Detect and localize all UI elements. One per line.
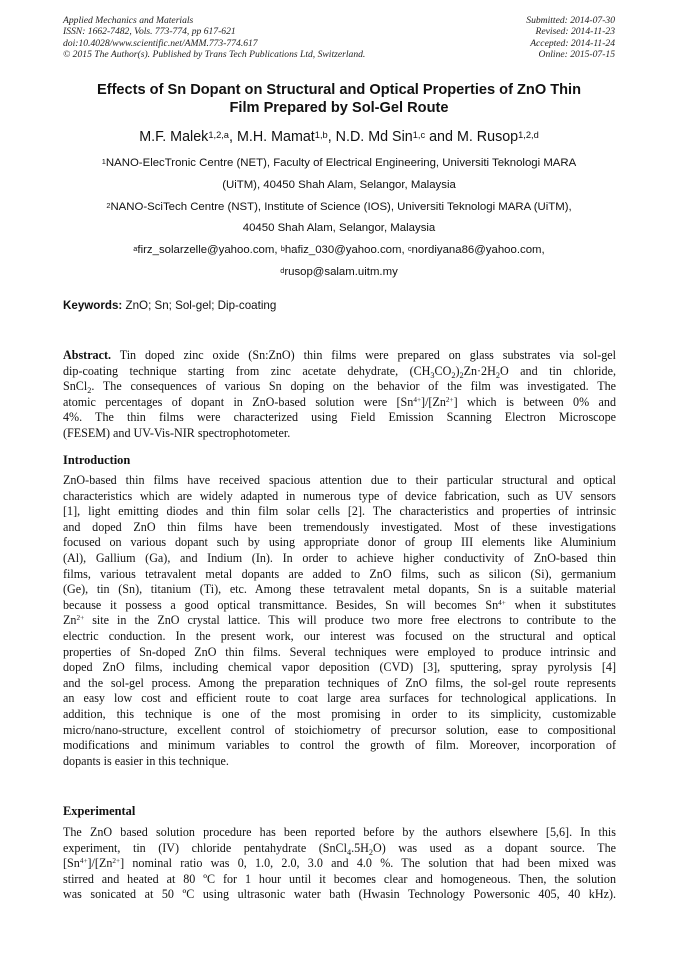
email-line: $^d$rusop@salam.uitm.my bbox=[280, 265, 398, 278]
journal-dates bbox=[526, 15, 615, 61]
body-line: The ZnO based solution procedure has been reported before by the authors elsewhere [5,6]. In this bbox=[63, 825, 616, 839]
body-line: dopants is easier in this technique. bbox=[63, 753, 229, 768]
keywords bbox=[63, 299, 276, 312]
body-line: characteristics which are widely adapted in numerous type of device fabrication, such as UV sensors bbox=[63, 488, 616, 503]
author-affil-mark: 1,2,d bbox=[518, 130, 539, 140]
body-line: films, various tetravalent metal dopants are added to ZnO films, such as silicon (Si), germanium bbox=[63, 566, 616, 581]
body-line: an easy low cost and efficient route to coat large area surfaces for technological applications. In bbox=[63, 691, 616, 706]
author-name: M.H. Mamat bbox=[236, 129, 315, 145]
author-affil-mark: 1,2,a bbox=[208, 130, 229, 140]
affiliations bbox=[0, 153, 678, 284]
affiliation-line: 40450 Shah Alam, Selangor, Malaysia bbox=[242, 222, 436, 235]
abstract-line: Abstract. Tin doped zinc oxide (Sn:ZnO) thin films were prepared on glass substrates via sol-gel bbox=[63, 348, 617, 362]
body-line: and the sol-gel process. Among the preparation techniques of ZnO films, the sol-gel route represents bbox=[63, 675, 616, 690]
title-line: Film Prepared by Sol-Gel Route bbox=[229, 100, 449, 116]
abstract-label: Abstract. bbox=[63, 348, 112, 362]
abstract-line: (FESEM) and UV-Vis-NIR spectrophotometer. bbox=[63, 425, 291, 440]
body-line: because it possess a good optical transmittance. Besides, Sn will becomes $Sn^{4+}$ when it substitutes bbox=[63, 597, 616, 612]
body-line: electric conduction. In the present work, our interest was focused on the structural and optical bbox=[63, 628, 616, 643]
author-name: N.D. Md Sin bbox=[335, 129, 413, 145]
body-line: stirred and heated at 80 ºC for 1 hour until it becomes clear and homogeneous. Then, the solution bbox=[63, 871, 616, 886]
section-heading-experimental: Experimental bbox=[63, 804, 136, 818]
experimental-body bbox=[63, 825, 616, 903]
body-line: and doped ZnO thin films have been tremendously investigated. Most of these investigations bbox=[63, 519, 616, 534]
date-submitted: Submitted: 2014-07-30 bbox=[526, 15, 615, 26]
body-line: was sonicated at 50 ºC using ultrasonic water bath (Hwasin Technology Powersonic 405, 40 kHz). bbox=[63, 887, 616, 902]
date-online: Online: 2015-07-15 bbox=[538, 49, 615, 61]
email: nordiyana86@yahoo.com, bbox=[411, 244, 545, 257]
body-line: experiment, tin (IV) chloride pentahydrate $(SnCl_4.5H_2O)$ was used as a dopant source. The bbox=[63, 840, 616, 857]
body-line: micro/nano-structure, excellent control of stoichiometry of precursor solution, ease to compositional bbox=[63, 722, 616, 737]
email: firz_solarzelle@yahoo.com, bbox=[137, 244, 278, 257]
affil-number: 1 bbox=[101, 157, 106, 166]
journal-issn: ISSN: 1662-7482, Vols. 773-774, pp 617-621 bbox=[63, 26, 236, 38]
affil-number: 2 bbox=[106, 200, 111, 210]
paper-title bbox=[60, 81, 618, 117]
journal-name: Applied Mechanics and Materials bbox=[63, 15, 194, 26]
author-list: M.F. Malek$^{1,2,a}$, M.H. Mamat$^{1,b}$, N.D. Md Sin$^{1,c}$ and M. Rusop$^{1,2,d}$ bbox=[139, 129, 539, 145]
body-line: ZnO-based thin films have received spacious attention due to their particular structural and optical bbox=[63, 473, 616, 487]
affiliation-line: $^1$NANO-ElecTronic Centre (NET), Faculty of Electrical Engineering, Universiti Teknologi MARA bbox=[101, 157, 577, 169]
author-name: M.F. Malek bbox=[139, 129, 209, 145]
author-and: and bbox=[429, 129, 453, 145]
section-heading-introduction: Introduction bbox=[63, 453, 131, 467]
date-accepted: Accepted: 2014-11-24 bbox=[530, 37, 615, 49]
keywords-label: Keywords: bbox=[63, 299, 123, 312]
body-line: addition, this technique is one of the most promising in order to its simplicity, customizable bbox=[63, 706, 616, 721]
journal-copyright: © 2015 The Author(s). Published by Trans Tech Publications Ltd, Switzerland. bbox=[63, 49, 366, 61]
author-affil-mark: 1,b bbox=[314, 130, 328, 140]
abstract-line: atomic percentages of dopant in ZnO-based solution were $[Sn^{4+}]/[Zn^{2+}]$ which is between 0% and bbox=[63, 394, 616, 409]
keywords-text: ZnO; Sn; Sol-gel; Dip-coating bbox=[125, 299, 277, 312]
title-line: Effects of Sn Dopant on Structural and Optical Properties of ZnO Thin bbox=[96, 82, 582, 98]
affiliation-line: $^2$NANO-SciTech Centre (NST), Institute of Science (IOS), Universiti Teknologi MARA (UiTM), bbox=[106, 200, 572, 213]
body-line: modifications and minimum variables to control the growth of film. Moreover, incorporation of bbox=[63, 738, 616, 753]
journal-doi: doi:10.4028/www.scientific.net/AMM.773-774.617 bbox=[63, 37, 258, 49]
email: hafiz_030@yahoo.com, bbox=[284, 244, 405, 257]
body-line: (Al), Gallium (Ga), and Indium (In). In order to achieve higher conductivity of ZnO-based thin bbox=[63, 550, 616, 565]
body-line: $[Sn^{4+}]/[Zn^{2+}]$ nominal ratio was 0, 1.0, 2.0, 3.0 and 4.0 %. The solution that had been mixed was bbox=[63, 856, 616, 871]
author-name: M. Rusop bbox=[456, 129, 519, 145]
body-line: [1], light emitting diodes and thin film solar cells [2]. The characteristics and properties of intrinsic bbox=[63, 504, 616, 519]
body-line: properties of Sn-doped ZnO thin films. Several techniques were employed to produce intrinsic and bbox=[63, 644, 616, 659]
introduction-body bbox=[63, 473, 616, 769]
author-affil-mark: 1,c bbox=[412, 130, 426, 140]
body-line: doped ZnO films, including chemical vapor deposition (CVD) [3], sputtering, spray pyrolysis [4] bbox=[63, 660, 616, 675]
abstract-line: SnCl$_2$. The consequences of various Sn doping on the behavior of the film was investigated. The bbox=[63, 379, 616, 396]
body-line: $Zn^{2+}$ site in the ZnO crystal lattice. This will produce two more free electrons to contribute to the bbox=[63, 613, 616, 628]
body-line: focused on various dopant such by using appropriate donor of group III elements like Aluminium bbox=[63, 535, 616, 550]
body-line: (Ge), tin (Sn), titanium (Ti), etc. Among these tetravalent metal dopants, Sn is a suitable material bbox=[63, 582, 616, 597]
abstract bbox=[63, 348, 616, 442]
affiliation-line: (UiTM), 40450 Shah Alam, Selangor, Malaysia bbox=[222, 178, 456, 191]
journal-info bbox=[63, 15, 365, 61]
email-line: $^a$firz_solarzelle@yahoo.com, $^b$hafiz_030@yahoo.com, $^c$nordiyana86@yahoo.com, bbox=[133, 244, 545, 257]
abstract-line: 4%. The thin films were characterized using Field Emission Scanning Electron Microscope bbox=[63, 410, 616, 425]
email: rusop@salam.uitm.my bbox=[284, 265, 398, 278]
abstract-line: dip-coating technique starting from zinc acetate dehydrate, $(CH_3CO_2)_2Zn\cdot 2H_2O$ and tin chloride, bbox=[63, 363, 616, 380]
date-revised: Revised: 2014-11-23 bbox=[535, 26, 615, 38]
